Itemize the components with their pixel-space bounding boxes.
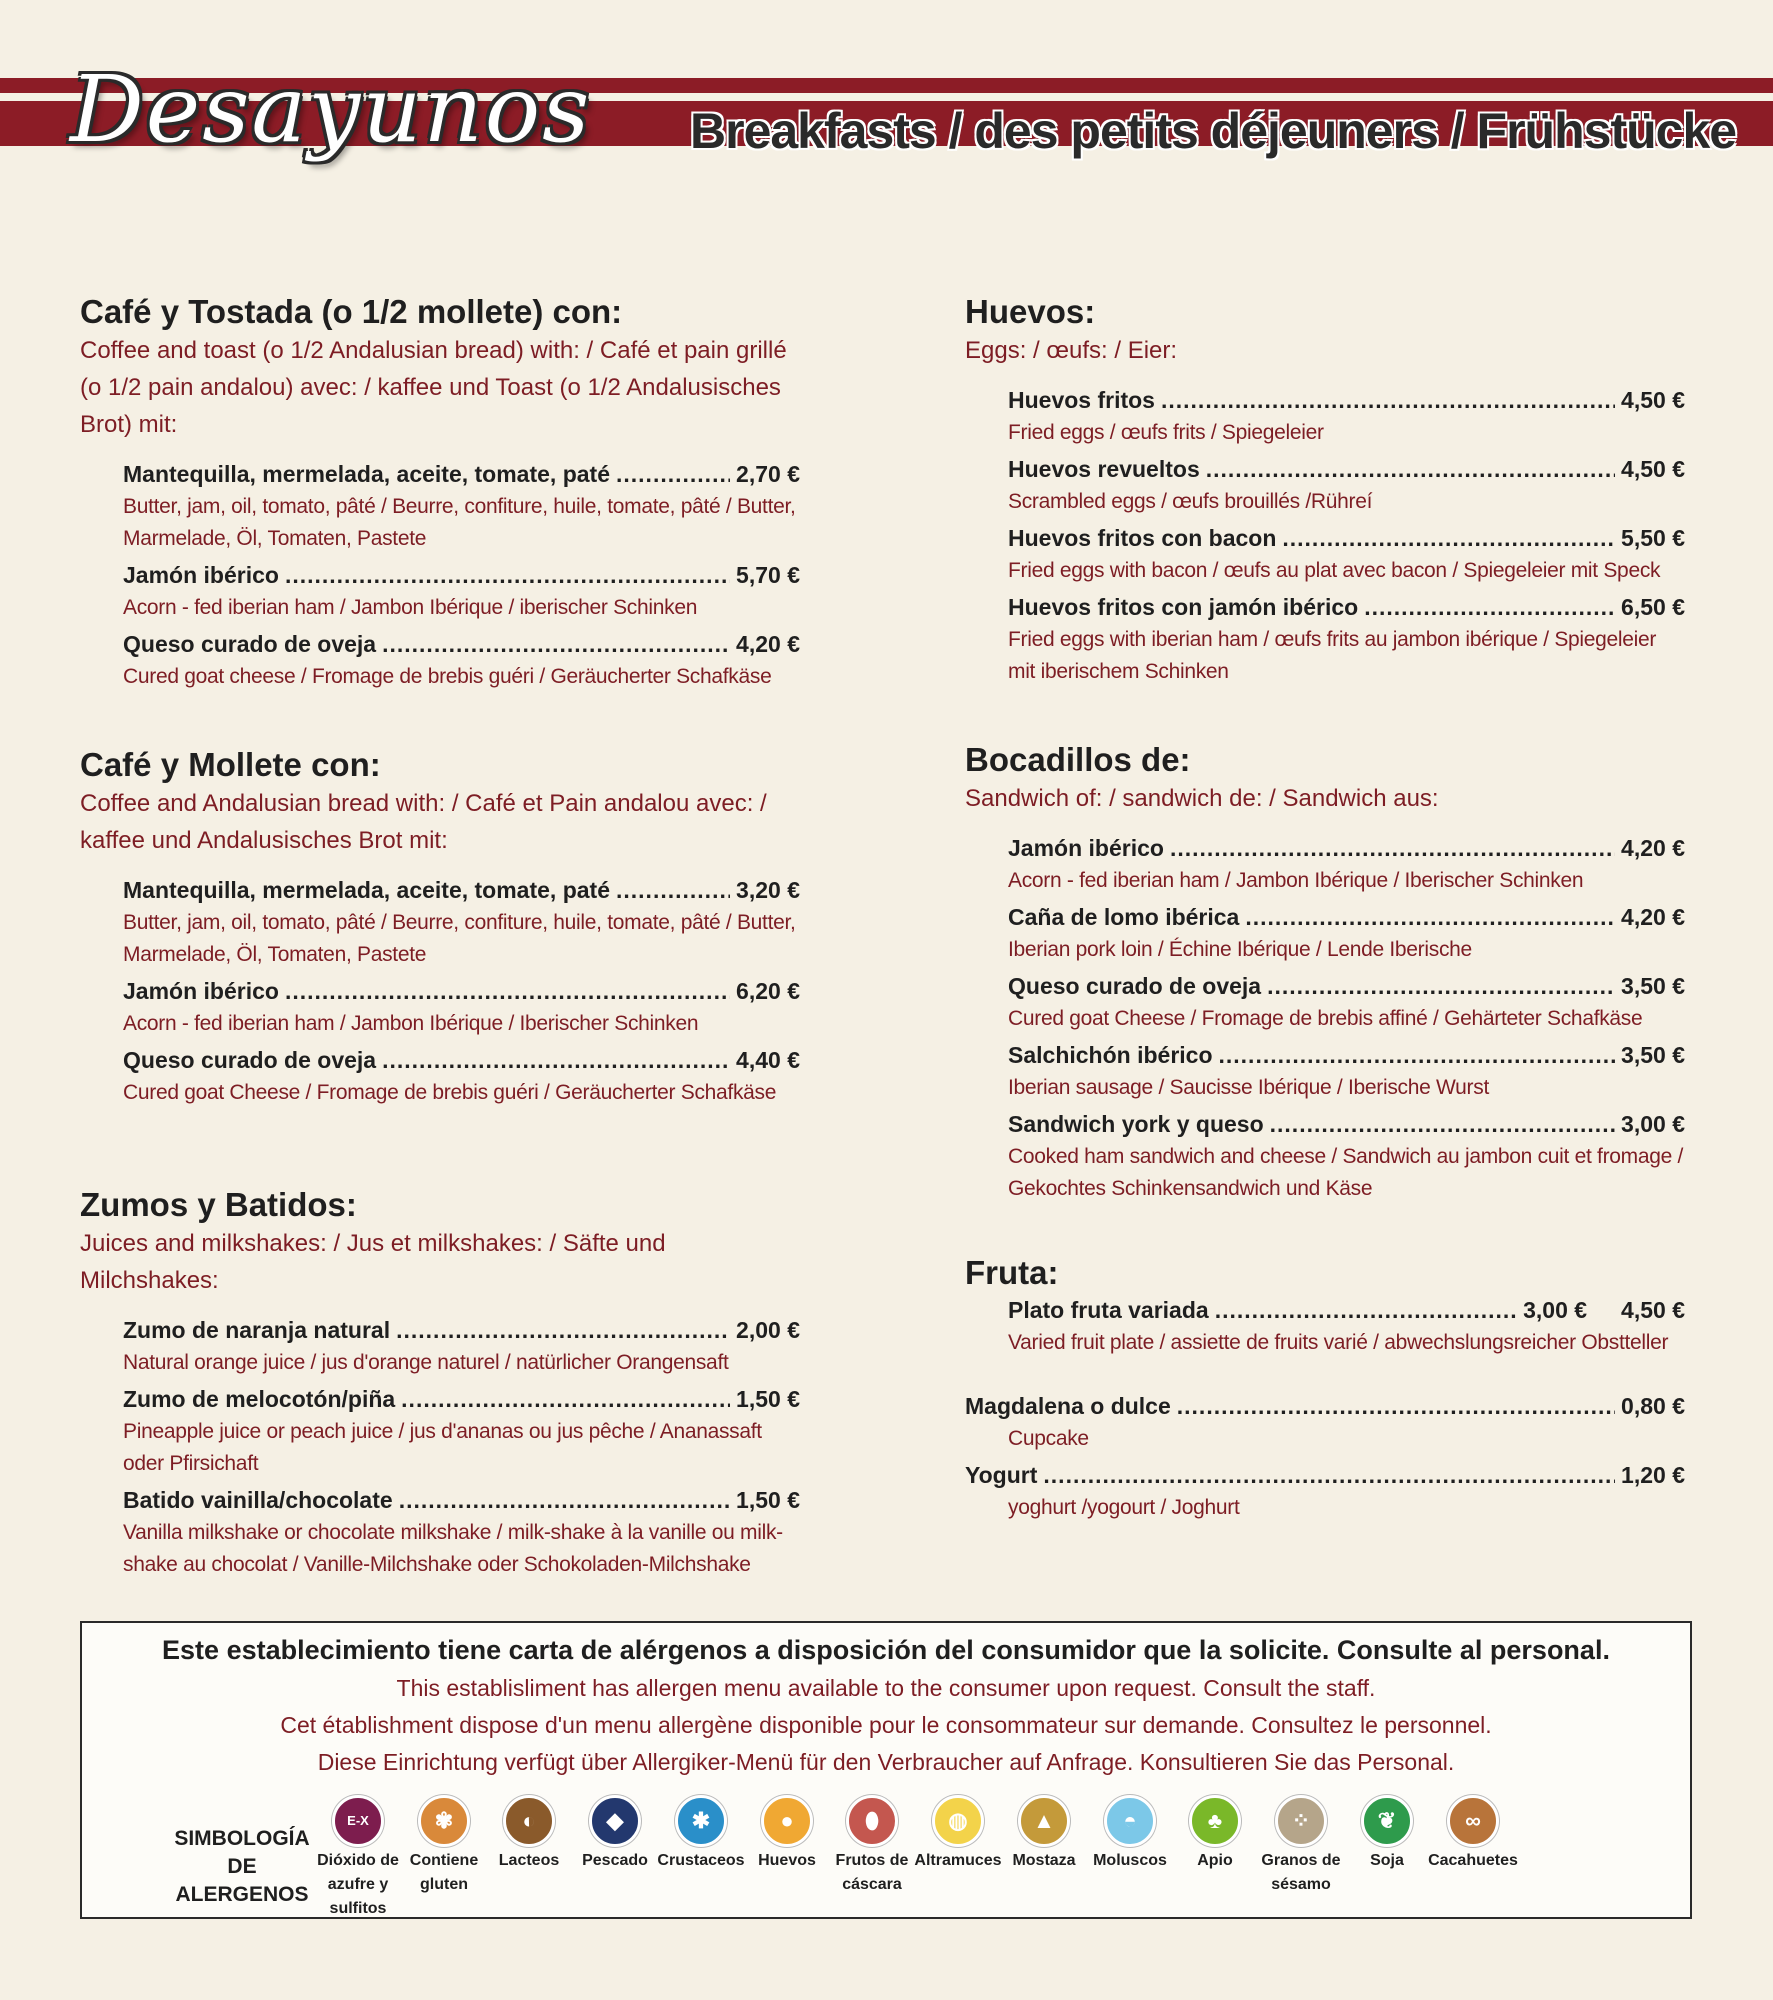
menu-item-name: Queso curado de oveja bbox=[1008, 973, 1262, 999]
allergen-item bbox=[1253, 1795, 1349, 1897]
menu-item-price: 4,40 € bbox=[736, 1047, 800, 1073]
leader-dots bbox=[1161, 383, 1615, 417]
menu-item-row bbox=[123, 1382, 800, 1416]
menu-item-row bbox=[1008, 969, 1685, 1003]
leader-dots bbox=[1219, 1038, 1616, 1072]
allergen-item bbox=[996, 1795, 1092, 1873]
menu-item-price: 2,00 € bbox=[736, 1317, 800, 1343]
menu-item-name: Magdalena o dulce bbox=[965, 1393, 1171, 1419]
menu-section bbox=[965, 740, 1685, 1205]
leader-dots bbox=[1177, 1389, 1615, 1423]
menu-item-name: Huevos fritos bbox=[1008, 387, 1155, 413]
eggs-icon: ● bbox=[761, 1795, 813, 1847]
nut-icon: ⬮ bbox=[846, 1795, 898, 1847]
leader-dots bbox=[1206, 452, 1615, 486]
page-title: Desayunos bbox=[70, 56, 592, 163]
notice-german: Diese Einrichtung verfügt über Allergiker-Menü für den Verbraucher auf Anfrage. Konsultieren Sie das Personal. bbox=[317, 1749, 1455, 1775]
notice-english: This establisliment has allergen menu available to the consumer upon request. Consult the staff. bbox=[396, 1675, 1376, 1701]
menu-item-description: Fried eggs / œufs frits / Spiegeleier bbox=[1008, 421, 1324, 444]
section-title: Zumos y Batidos: bbox=[80, 1186, 357, 1223]
shell-icon: ◓ bbox=[1104, 1795, 1156, 1847]
menu-item-row bbox=[1008, 590, 1685, 624]
section-items bbox=[965, 831, 1685, 1205]
menu-item-description: Scrambled eggs / œufs brouillés /Rühreí bbox=[1008, 490, 1373, 513]
leader-dots bbox=[1364, 590, 1615, 624]
lupin-icon: ◍ bbox=[932, 1795, 984, 1847]
menu-item-row bbox=[1008, 383, 1685, 417]
menu-item bbox=[1008, 831, 1685, 897]
soy-icon: ❦ bbox=[1361, 1795, 1413, 1847]
menu-item-price: 4,20 € bbox=[1621, 904, 1685, 930]
menu-item-name: Zumo de naranja natural bbox=[123, 1317, 391, 1343]
menu-item bbox=[1008, 383, 1685, 449]
menu-item-name: Batido vainilla/chocolate bbox=[123, 1487, 393, 1513]
menu-item-name: Jamón ibérico bbox=[123, 978, 279, 1004]
menu-item-row bbox=[1008, 1038, 1685, 1072]
menu-item-name: Sandwich york y queso bbox=[1008, 1111, 1264, 1137]
allergen-label: Contiene gluten bbox=[409, 1852, 479, 1893]
section-subtitle: Juices and milkshakes: / Jus et milkshakes: / Säfte und Milchshakes: bbox=[80, 1230, 666, 1294]
leader-dots bbox=[1245, 900, 1615, 934]
allergen-label: Crustaceos bbox=[657, 1852, 745, 1869]
sesame-icon: ⁘ bbox=[1275, 1795, 1327, 1847]
notice-spanish: Este establecimiento tiene carta de alérgenos a disposición del consumidor que la solicite. Consulte al personal. bbox=[162, 1635, 1610, 1665]
menu-item-price: 4,50 € bbox=[1621, 387, 1685, 413]
menu-item-description: yoghurt /yogourt / Joghurt bbox=[1008, 1496, 1240, 1519]
allergen-item bbox=[1082, 1795, 1178, 1873]
menu-item-name: Mantequilla, mermelada, aceite, tomate, paté bbox=[123, 877, 610, 903]
allergen-item bbox=[396, 1795, 492, 1897]
menu-section bbox=[80, 1185, 800, 1581]
menu-item-price: 3,50 € bbox=[1621, 973, 1685, 999]
celery-icon: ♣ bbox=[1189, 1795, 1241, 1847]
section-subtitle: Sandwich of: / sandwich de: / Sandwich aus: bbox=[965, 785, 1439, 812]
section-items bbox=[80, 873, 800, 1109]
allergen-item bbox=[653, 1795, 749, 1873]
menu-item-row bbox=[1008, 900, 1685, 934]
notice-french: Cet établishment dispose d'un menu allergène disponible pour le consommateur sur demande. Consultez le personnel. bbox=[280, 1712, 1492, 1738]
menu-item-name: Huevos fritos con bacon bbox=[1008, 525, 1277, 551]
mustard-icon: ▲ bbox=[1018, 1795, 1070, 1847]
section-items bbox=[80, 1313, 800, 1581]
menu-item-price: 4,20 € bbox=[736, 631, 800, 657]
menu-item-description: Acorn - fed iberian ham / Jambon Ibérique / Iberischer Schinken bbox=[123, 1012, 699, 1035]
menu-item-row bbox=[123, 627, 800, 661]
menu-item-price: 5,70 € bbox=[736, 562, 800, 588]
menu-item-price: 4,20 € bbox=[1621, 835, 1685, 861]
menu-item bbox=[1008, 1107, 1685, 1205]
allergen-item bbox=[310, 1795, 406, 1921]
menu-item-price-large: 4,50 € bbox=[1621, 1297, 1685, 1323]
menu-item-price: 1,20 € bbox=[1621, 1462, 1685, 1488]
fish-icon: ◆ bbox=[589, 1795, 641, 1847]
menu-item bbox=[1008, 1293, 1685, 1359]
leader-dots bbox=[616, 873, 730, 907]
allergen-label: Lacteos bbox=[498, 1852, 560, 1869]
menu-item bbox=[1008, 521, 1685, 587]
menu-item-row bbox=[1008, 452, 1685, 486]
menu-item-description: Varied fruit plate / assiette de fruits varié / abwechslungsreicher Obstteller bbox=[1008, 1331, 1669, 1354]
leader-dots bbox=[285, 558, 730, 592]
menu-item-description: Butter, jam, oil, tomato, pâté / Beurre, confiture, huile, tomate, pâté / Butter, Marmelade, Öl, Tomaten, Pastete bbox=[123, 911, 796, 966]
menu-item-price: 2,70 € bbox=[736, 461, 800, 487]
allergen-item bbox=[739, 1795, 835, 1873]
menu-item-price: 3,00 € bbox=[1621, 1111, 1685, 1137]
allergen-item bbox=[1339, 1795, 1435, 1873]
menu-item-description: Fried eggs with iberian ham / œufs frits au jambon ibérique / Spiegeleier mit iberischem Schinken bbox=[1008, 628, 1657, 683]
menu-item-description: Pineapple juice or peach juice / jus d'ananas ou jus pêche / Ananassaft oder Pfirsichaft bbox=[123, 1420, 762, 1475]
leader-dots bbox=[382, 627, 730, 661]
menu-item-row bbox=[1008, 521, 1685, 555]
section-subtitle: Coffee and Andalusian bread with: / Café et Pain andalou avec: / kaffee und Andalusisches Brot mit: bbox=[80, 790, 767, 854]
section-title: Café y Tostada (o 1/2 mollete) con: bbox=[80, 293, 623, 330]
sulfite-icon: E-X bbox=[332, 1795, 384, 1847]
menu-item-row bbox=[1008, 1107, 1685, 1141]
menu-item-name: Plato fruta variada bbox=[1008, 1297, 1209, 1323]
menu-item-row bbox=[1008, 831, 1685, 865]
leader-dots bbox=[1267, 969, 1615, 1003]
allergen-label: Moluscos bbox=[1093, 1852, 1167, 1869]
allergen-item bbox=[481, 1795, 577, 1873]
left-column bbox=[80, 292, 800, 1584]
allergen-item bbox=[1425, 1795, 1521, 1873]
section-items bbox=[965, 383, 1685, 688]
menu-item-price: 3,50 € bbox=[1621, 1042, 1685, 1068]
menu-item-name: Jamón ibérico bbox=[123, 562, 279, 588]
menu-item-price: 4,50 € bbox=[1621, 456, 1685, 482]
menu-item-name: Huevos fritos con jamón ibérico bbox=[1008, 594, 1359, 620]
section-subtitle: Coffee and toast (o 1/2 Andalusian bread) with: / Café et pain grillé (o 1/2 pain andalou) avec: / kaffee und Toast (o 1/2 Andalusisches Brot) mit: bbox=[80, 337, 787, 438]
leader-dots bbox=[285, 974, 730, 1008]
section-title: Huevos: bbox=[965, 293, 1096, 330]
allergen-label: Pescado bbox=[582, 1852, 648, 1869]
menu-item bbox=[123, 558, 800, 624]
menu-item-price: 3,20 € bbox=[736, 877, 800, 903]
section-subtitle: Eggs: / œufs: / Eier: bbox=[965, 337, 1178, 364]
menu-item-price: 1,50 € bbox=[736, 1487, 800, 1513]
menu-item-description: Cooked ham sandwich and cheese / Sandwich au jambon cuit et fromage / Gekochtes Schinkensandwich und Käse bbox=[1008, 1145, 1684, 1200]
wheat-icon: ✾ bbox=[418, 1795, 470, 1847]
section-title: Café y Mollete con: bbox=[80, 746, 381, 783]
leader-dots bbox=[1215, 1293, 1517, 1327]
menu-item-row bbox=[965, 1458, 1685, 1492]
menu-item bbox=[123, 457, 800, 555]
menu-section bbox=[965, 1253, 1685, 1359]
menu-item-name: Jamón ibérico bbox=[1008, 835, 1164, 861]
menu-item-row bbox=[123, 1483, 800, 1517]
allergen-label: Altramuces bbox=[914, 1852, 1002, 1869]
leader-dots bbox=[396, 1313, 730, 1347]
extra-item bbox=[965, 1389, 1685, 1455]
leader-dots bbox=[399, 1483, 730, 1517]
menu-section bbox=[80, 292, 800, 693]
menu-item-price: 1,50 € bbox=[736, 1386, 800, 1412]
menu-item bbox=[1008, 452, 1685, 518]
menu-item-row bbox=[1008, 1293, 1685, 1327]
menu-item-row bbox=[123, 457, 800, 491]
allergen-legend-title: SIMBOLOGÍA DE ALERGENOS bbox=[174, 1827, 310, 1906]
menu-item-price: 3,00 € bbox=[1523, 1297, 1588, 1323]
page-subtitle: Breakfasts / des petits déjeuners / Frühstücke bbox=[690, 103, 1737, 159]
allergen-item bbox=[910, 1795, 1006, 1873]
allergen-label: Mostaza bbox=[1012, 1852, 1076, 1869]
menu-item-name: Zumo de melocotón/piña bbox=[123, 1386, 396, 1412]
menu-item-name: Caña de lomo ibérica bbox=[1008, 904, 1240, 930]
extra-item bbox=[965, 1458, 1685, 1524]
menu-item bbox=[123, 627, 800, 693]
leader-dots bbox=[616, 457, 730, 491]
menu-item-description: Iberian sausage / Saucisse Ibérique / Iberische Wurst bbox=[1008, 1076, 1489, 1099]
allergen-item bbox=[824, 1795, 920, 1897]
menu-item-name: Mantequilla, mermelada, aceite, tomate, paté bbox=[123, 461, 610, 487]
section-title: Bocadillos de: bbox=[965, 741, 1191, 778]
allergen-item bbox=[1167, 1795, 1263, 1873]
menu-item-row bbox=[123, 558, 800, 592]
menu-item bbox=[123, 1382, 800, 1480]
menu-section bbox=[80, 745, 800, 1109]
menu-item-description: Cured goat Cheese / Fromage de brebis guéri / Geräucherter Schafkäse bbox=[123, 1081, 777, 1104]
extras-section bbox=[965, 1389, 1685, 1524]
allergen-label: Frutos de cáscara bbox=[835, 1852, 909, 1893]
menu-item-description: Fried eggs with bacon / œufs au plat avec bacon / Spiegeleier mit Speck bbox=[1008, 559, 1661, 582]
allergen-notice bbox=[80, 1621, 1692, 1919]
menu-item bbox=[1008, 969, 1685, 1035]
milk-jug-icon: ◐ bbox=[503, 1795, 555, 1847]
menu-item bbox=[1008, 590, 1685, 688]
menu-item-name: Queso curado de oveja bbox=[123, 1047, 377, 1073]
leader-dots bbox=[382, 1043, 730, 1077]
menu-item-price: 6,20 € bbox=[736, 978, 800, 1004]
leader-dots bbox=[1170, 831, 1615, 865]
menu-item-description: Acorn - fed iberian ham / Jambon Ibérique / iberischer Schinken bbox=[123, 596, 698, 619]
menu-item-price: 5,50 € bbox=[1621, 525, 1685, 551]
menu-item bbox=[123, 974, 800, 1040]
menu-item-description: Natural orange juice / jus d'orange naturel / natürlicher Orangensaft bbox=[123, 1351, 729, 1374]
menu-item-description: Cured goat Cheese / Fromage de brebis affiné / Gehärteter Schafkäse bbox=[1008, 1007, 1643, 1030]
crab-icon: ✱ bbox=[675, 1795, 727, 1847]
leader-dots bbox=[401, 1382, 730, 1416]
menu-item bbox=[1008, 1038, 1685, 1104]
menu-item-description: Butter, jam, oil, tomato, pâté / Beurre, confiture, huile, tomate, pâté / Butter, Marmelade, Öl, Tomaten, Pastete bbox=[123, 495, 796, 550]
menu-item-description: Acorn - fed iberian ham / Jambon Ibérique / Iberischer Schinken bbox=[1008, 869, 1584, 892]
leader-dots bbox=[1270, 1107, 1615, 1141]
menu-item-price: 6,50 € bbox=[1621, 594, 1685, 620]
menu-item bbox=[123, 1483, 800, 1581]
menu-item-description: Cured goat cheese / Fromage de brebis guéri / Geräucherter Schafkäse bbox=[123, 665, 772, 688]
section-items bbox=[80, 457, 800, 693]
allergen-label: Soja bbox=[1370, 1852, 1404, 1869]
menu-item-row bbox=[123, 974, 800, 1008]
leader-dots bbox=[1043, 1458, 1615, 1492]
menu-item-row bbox=[123, 1043, 800, 1077]
section-items bbox=[965, 1293, 1685, 1359]
allergen-label: Huevos bbox=[758, 1852, 816, 1869]
menu-item-name: Huevos revueltos bbox=[1008, 456, 1200, 482]
menu-item-row bbox=[123, 1313, 800, 1347]
menu-item-row bbox=[965, 1389, 1685, 1423]
leader-dots bbox=[1282, 521, 1615, 555]
menu-item-price: 0,80 € bbox=[1621, 1393, 1685, 1419]
allergen-item bbox=[567, 1795, 663, 1873]
menu-item-name: Salchichón ibérico bbox=[1008, 1042, 1213, 1068]
allergen-label: Cacahuetes bbox=[1428, 1852, 1518, 1869]
allergen-label: Apio bbox=[1197, 1852, 1233, 1869]
menu-item bbox=[123, 873, 800, 971]
menu-item-description: Iberian pork loin / Échine Ibérique / Lende Iberische bbox=[1008, 938, 1472, 961]
right-column bbox=[965, 292, 1685, 1527]
allergen-label: Granos de sésamo bbox=[1261, 1852, 1341, 1893]
menu-item-description: Cupcake bbox=[1008, 1427, 1089, 1450]
menu-item-name: Yogurt bbox=[965, 1462, 1038, 1488]
menu-item bbox=[123, 1043, 800, 1109]
menu-item bbox=[1008, 900, 1685, 966]
menu-item bbox=[123, 1313, 800, 1379]
menu-item-row bbox=[123, 873, 800, 907]
menu-section bbox=[965, 292, 1685, 688]
section-title: Fruta: bbox=[965, 1254, 1059, 1291]
menu-item-name: Queso curado de oveja bbox=[123, 631, 377, 657]
peanut-icon: ∞ bbox=[1447, 1795, 1499, 1847]
menu-item-description: Vanilla milkshake or chocolate milkshake / milk-shake à la vanille ou milk-shake au chocolat / Vanille-Milchshake oder Schokoladen-Milchshake bbox=[123, 1521, 783, 1576]
allergen-label: Dióxido de azufre y sulfitos bbox=[317, 1852, 399, 1917]
